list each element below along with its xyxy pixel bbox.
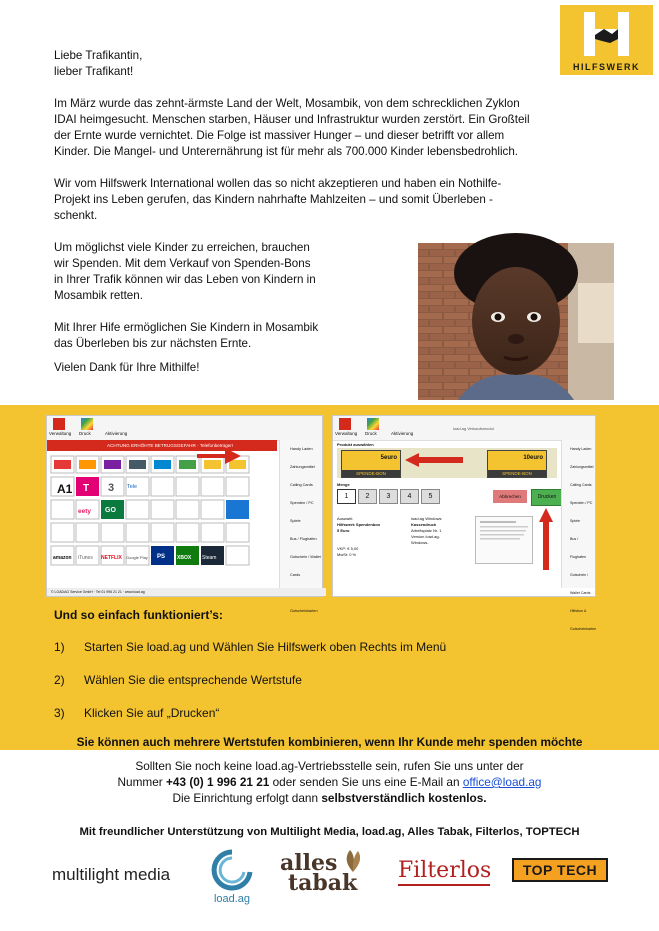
- hilfswerk-logo: [560, 5, 653, 75]
- left-side-item-4[interactable]: Spenden / PC Spiele: [290, 501, 314, 523]
- instructions-band: [0, 405, 659, 750]
- tile-steam[interactable]: Steam: [202, 555, 217, 561]
- right-side-item-1[interactable]: Handy Laden: [570, 447, 592, 451]
- letter-paragraph-3: Um möglichst viele Kinder zu erreichen, brauchen wir Spenden. Mit dem Verkauf von Spenden-Bons in Ihrer Trafik können wir das Leben von Kindern in Mosambik retten.: [54, 241, 316, 302]
- tile-amazon[interactable]: amazon: [53, 555, 72, 561]
- left-side-item-7[interactable]: Gutscheinkarten: [290, 609, 318, 613]
- tile-a1[interactable]: A1: [57, 482, 73, 496]
- right-section-label: Produkt auswählen: [337, 442, 374, 447]
- toptech-text: TOP TECH: [522, 862, 598, 878]
- step-1: [54, 640, 446, 654]
- qty-1[interactable]: 1: [337, 489, 356, 504]
- price-line-1: VKP: € 5,00: [337, 546, 359, 551]
- left-footer: © LOADAG Service GmbH · Tel 01 996 21 21 · www.load.ag: [47, 588, 326, 596]
- bon-10-label: SPENDE-BON: [488, 470, 546, 477]
- letter-paragraph-1: Im März wurde das zehnt-ärmste Land der Welt, Mosambik, von dem schrecklichen Zyklon IDAI heimgesucht. Menschen starben, Häuser und Infrastruktur wurden zerstört. Ein Großteil der Ernte wurde vernichtet. Die Folge ist massiver Hunger – und dieser betrifft vor allem Kinder. Die Mangel- und Unterernährung ist für mehr als 700.000 Kinder lebensbedrohlich.: [54, 97, 530, 158]
- terminal-line-4: Version load.ag-: [411, 534, 440, 539]
- terminal-line-5: Windows-: [411, 540, 429, 545]
- print-button[interactable]: Drucken: [531, 489, 563, 506]
- right-tab-verwaltung[interactable]: Verwaltung: [335, 431, 358, 436]
- tile-tele[interactable]: Tele: [127, 484, 138, 490]
- bon-5-tile[interactable]: [341, 450, 401, 478]
- right-tab-druck[interactable]: Druck: [365, 431, 377, 436]
- child-photo: [418, 243, 614, 400]
- contact-line-1: Sollten Sie noch keine load.ag-Vertriebsstelle sein, rufen Sie uns unter der: [135, 759, 524, 773]
- right-red-arrow-left-icon: [405, 452, 465, 468]
- right-side-item-2[interactable]: Zahlungsmittel: [570, 465, 594, 469]
- contact-line-3-pre: Die Einrichtung erfolgt dann: [172, 791, 322, 805]
- price-line-2: MwSt: 0 %: [337, 552, 357, 557]
- bon-10-tile[interactable]: [487, 450, 547, 478]
- step-3: [54, 706, 219, 720]
- letter-paragraph-2: Wir vom Hilfswerk International wollen das so nicht akzeptieren und haben ein Nothilfe-Projekt ins Leben gerufen, das Kindern nahrhafte Mahlzeiten – und somit Überleben - schenkt.: [54, 177, 502, 222]
- left-tab-verwaltung[interactable]: Verwaltung: [49, 431, 72, 436]
- left-side-item-1[interactable]: Handy Laden: [290, 447, 313, 451]
- left-side-item-3[interactable]: Calling Cards: [290, 483, 313, 487]
- terminal-line-2: Kassendruck: [411, 522, 437, 527]
- step-1-num: 1): [54, 640, 65, 654]
- alles-text: alles: [280, 850, 338, 876]
- selection-product: Hilfswerk Spendenbon: [337, 522, 381, 527]
- right-tab-aktivierung[interactable]: Aktivierung: [391, 431, 414, 436]
- toptech-logo: [512, 858, 608, 882]
- selection-value: 5 Euro: [337, 528, 350, 533]
- right-side-item-6[interactable]: Gutschein / Wallet Cards: [570, 573, 591, 595]
- menge-label: Menge: [337, 482, 350, 487]
- contact-email-link[interactable]: office@load.ag: [462, 775, 542, 789]
- letter-paragraph-4: Mit Ihrer Hife ermöglichen Sie Kindern in Mosambik das Überleben bis zur nächsten Ernte.: [54, 321, 319, 350]
- tile-google-play[interactable]: Google Play: [126, 555, 148, 560]
- selection-summary: [337, 516, 380, 558]
- contact-phone[interactable]: +43 (0) 1 996 21 21: [166, 775, 270, 789]
- right-header-title: load.ag Verkaufsmodul: [453, 426, 494, 431]
- step-2-text: Wählen Sie die entsprechende Wertstufe: [84, 673, 302, 687]
- left-side-item-5[interactable]: Bus / Flughafen: [290, 537, 317, 541]
- step-2-num: 2): [54, 673, 65, 687]
- tabak-text: tabak: [288, 870, 358, 896]
- multilight-logo: [52, 865, 170, 885]
- contact-line-3-bold: selbstverständlich kostenlos.: [321, 791, 487, 805]
- loadag-logo: [200, 848, 264, 908]
- tile-playstation[interactable]: PS: [157, 554, 166, 560]
- left-tab-aktivierung[interactable]: Aktivierung: [105, 431, 128, 436]
- right-side-menu: [561, 440, 597, 631]
- right-side-item-4[interactable]: Spenden / PC Spiele: [570, 501, 593, 523]
- howto-title: Und so einfach funktioniert’s:: [54, 608, 223, 622]
- quantity-selector: [337, 489, 440, 504]
- step-1-text: Starten Sie load.ag und Wählen Sie Hilfswerk oben Rechts im Menü: [84, 640, 447, 654]
- loadag-text: load.ag: [213, 893, 251, 905]
- tile-go[interactable]: GO: [105, 507, 116, 514]
- right-side-item-3[interactable]: Calling Cards: [570, 483, 592, 487]
- terminal-info: [411, 516, 441, 546]
- contact-line-2-mid: oder senden Sie uns eine E-Mail an: [269, 775, 463, 789]
- bon-5-amount: 5euro: [380, 455, 397, 461]
- qty-2[interactable]: 2: [358, 489, 377, 504]
- qty-3[interactable]: 3: [379, 489, 398, 504]
- contact-block: [0, 758, 659, 806]
- greeting-line-1: Liebe Trafikantin,: [54, 49, 143, 62]
- qty-5[interactable]: 5: [421, 489, 440, 504]
- hilfswerk-h-icon: [560, 5, 653, 63]
- tile-xbox[interactable]: XBOX: [177, 555, 192, 561]
- left-side-item-2[interactable]: Zahlungsmittel: [290, 465, 315, 469]
- qty-4[interactable]: 4: [400, 489, 419, 504]
- terminal-line-3: Arbeitsplatz Nr. 1: [411, 528, 442, 533]
- filterlos-text: Filterlos: [398, 858, 492, 883]
- bon-10-amount: 10euro: [523, 455, 543, 461]
- filterlos-logo: [398, 858, 498, 892]
- receipt-preview: [475, 516, 533, 564]
- logo-label: HILFSWERK: [573, 62, 640, 72]
- terminal-line-1: load.ag Windows: [411, 516, 442, 521]
- left-tab-druck[interactable]: Druck: [79, 431, 91, 436]
- right-side-item-7[interactable]: Hilfsbon & Gutscheinkarten: [570, 609, 597, 631]
- contact-line-2-pre: Nummer: [117, 775, 167, 789]
- tile-telekom[interactable]: T: [83, 483, 90, 494]
- right-side-item-5[interactable]: Bus / Flughafen: [570, 537, 586, 559]
- left-red-arrow-icon: [197, 444, 277, 468]
- right-red-arrow-up-icon: [538, 508, 554, 570]
- screenshot-product-menu: [46, 415, 323, 613]
- multilight-text: multilight media: [52, 865, 171, 884]
- bon-5-label: SPENDE-BON: [342, 470, 400, 477]
- step-3-text: Klicken Sie auf „Drucken“: [84, 706, 220, 720]
- tobacco-leaf-icon: [340, 848, 366, 874]
- left-warning-banner: ACHTUNG ERHÖHTE BETRUGSGEFAHR · Telefonbetrüger!: [47, 440, 277, 451]
- combine-note: Sie können auch mehrere Wertstufen kombinieren, wenn Ihr Kunde mehr spenden möchte: [76, 735, 583, 749]
- letter-closing: Vielen Dank für Ihre Mithilfe!: [54, 361, 200, 374]
- contact-line-3: [0, 790, 659, 806]
- loadag-swirl-icon: [200, 848, 264, 890]
- contact-line-2: [0, 774, 659, 790]
- tile-drei[interactable]: 3: [108, 482, 115, 494]
- alles-tabak-logo: [280, 848, 380, 908]
- cancel-button[interactable]: Abbrechen: [493, 490, 527, 503]
- left-side-menu: [279, 440, 322, 613]
- tile-netflix[interactable]: NETFLIX: [101, 555, 122, 561]
- greeting-line-2: lieber Trafikant!: [54, 65, 134, 78]
- left-side-item-6[interactable]: Gutschein / Wallet Cards: [290, 555, 321, 577]
- support-line: Mit freundlicher Unterstützung von Multilight Media, load.ag, Alles Tabak, Filterlos, TOPTECH: [79, 826, 580, 838]
- tile-eety[interactable]: eety: [78, 508, 92, 515]
- screenshot-voucher-select: [332, 415, 597, 631]
- selection-label: Auswahl:: [337, 516, 354, 521]
- step-3-num: 3): [54, 706, 65, 720]
- letter-greeting: [54, 48, 534, 80]
- tile-itunes[interactable]: iTunes: [78, 555, 93, 561]
- step-2: [54, 673, 302, 687]
